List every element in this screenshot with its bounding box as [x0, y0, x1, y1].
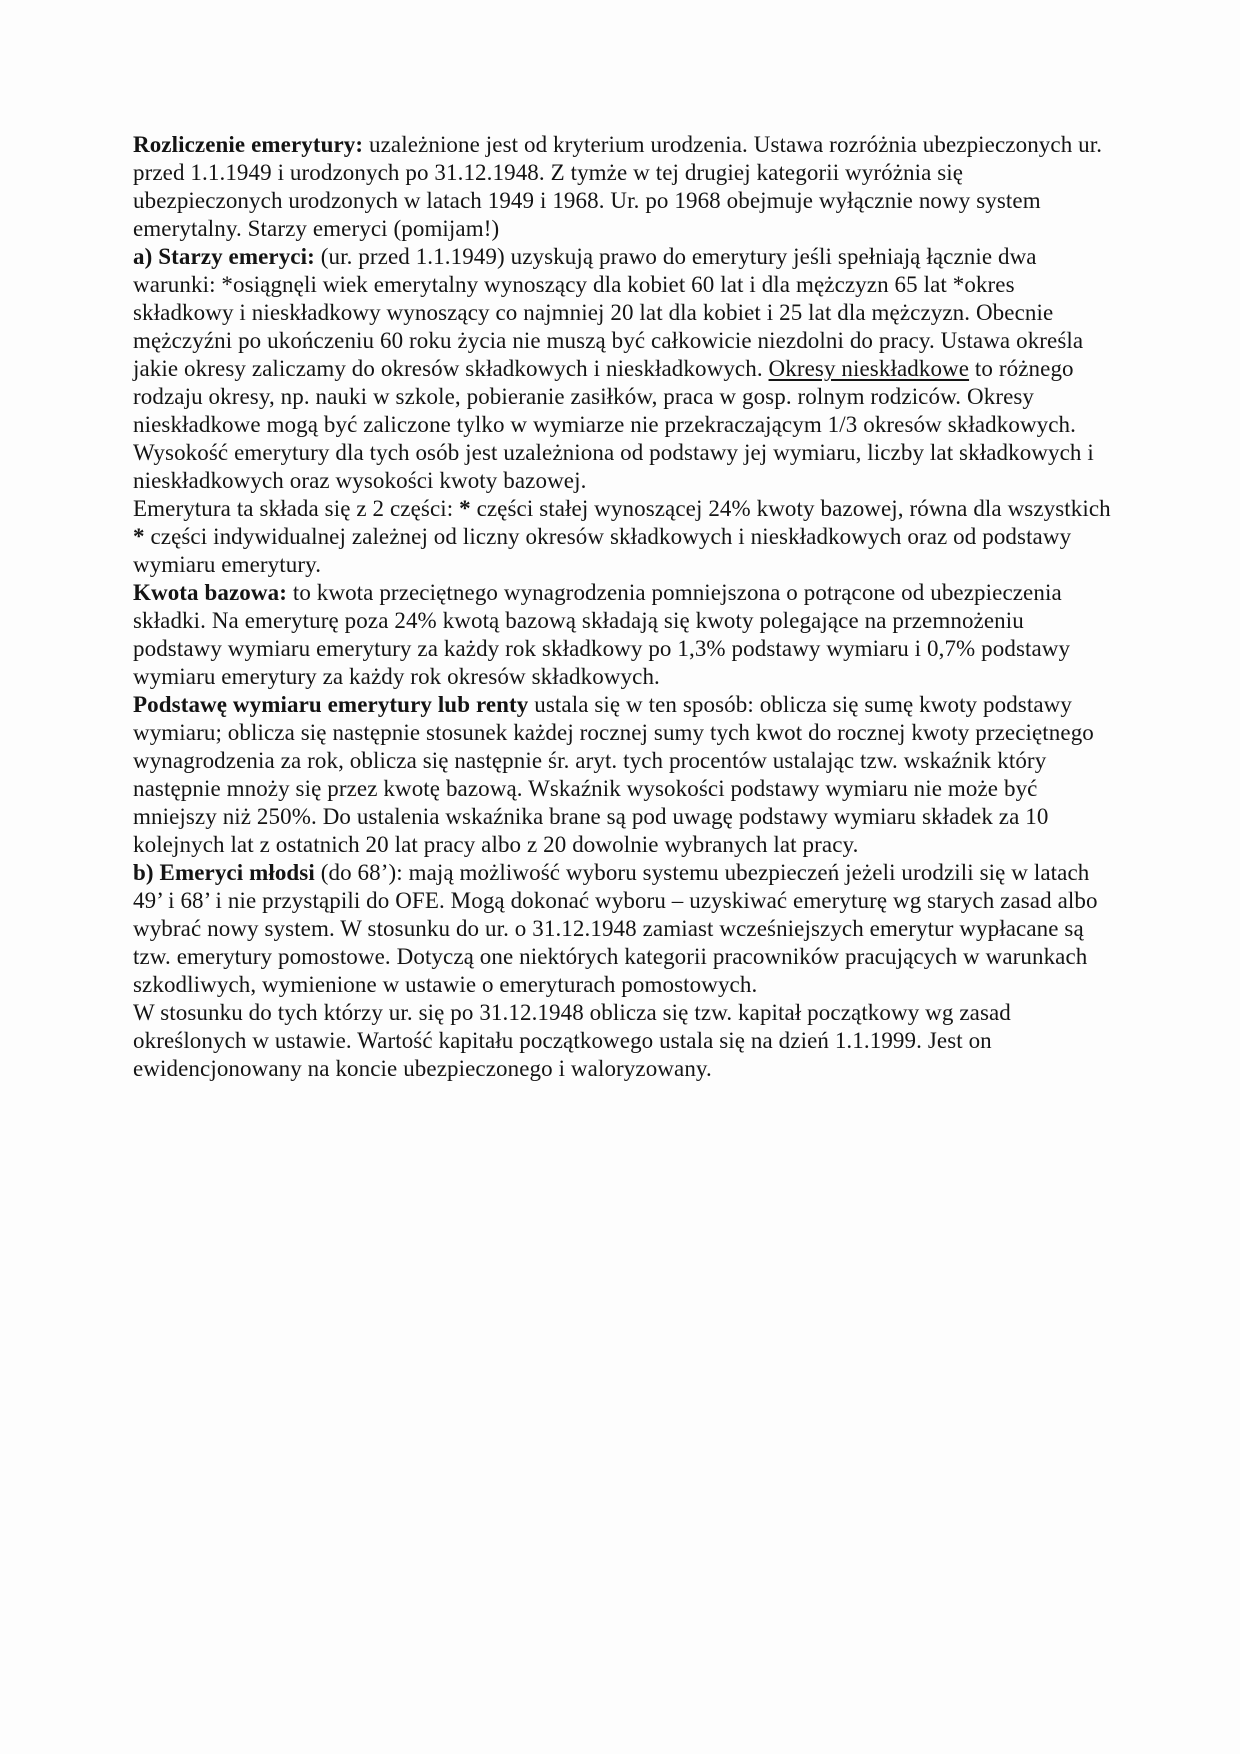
term-emeryci-mlodsi: b) Emeryci młodsi	[133, 860, 315, 885]
text-run: (ur. przed 1.1.1949) uzyskują prawo do emerytury jeśli spełniają łącznie dwa warunki: *osiągnęli wiek emerytalny wynoszący dla kobiet 60 lat i dla mężczyzn 65 lat *okres składkowy i nieskładkowy wynoszący co najmniej 20 lat dla kobiet i 25 lat dla mężczyzn. Obecnie mężczyźni po ukończeniu 60 roku życia nie muszą być całkowicie niezdolni do pracy. Ustawa określa jakie okresy zaliczamy do okresów składkowych i nieskładkowych.	[133, 244, 1084, 381]
text-run: części indywidualnej zależnej od liczny okresów składkowych i nieskładkowych oraz od podstawy wymiaru emerytury.	[133, 524, 1072, 577]
paragraph-emeryci-mlodsi	[133, 859, 1113, 999]
term-podstawa-wymiaru: Podstawę wymiaru emerytury lub renty	[133, 692, 529, 717]
text-run: W stosunku do tych którzy ur. się po 31.12.1948 oblicza się tzw. kapitał początkowy wg zasad określonych w ustawie. Wartość kapitału początkowego ustala się na dzień 1.1.1999. Jest on ewidencjonowany na koncie ubezpieczonego i waloryzowany.	[133, 1000, 1011, 1081]
paragraph-kapital-poczatkowy	[133, 999, 1113, 1083]
paragraph-emerytura-czesci	[133, 495, 1113, 579]
text-run: części stałej wynoszącej 24% kwoty bazowej, równa dla wszystkich	[470, 496, 1111, 521]
paragraph-rozliczenie-emerytury	[133, 131, 1113, 243]
text-run: to kwota przeciętnego wynagrodzenia pomniejszona o potrącone od ubezpieczenia składki. Na emeryturę poza 24% kwotą bazową składają się kwoty polegające na przemnożeniu podstawy wymiaru emerytury za każdy rok składkowy po 1,3% podstawy wymiaru i 0,7% podstawy wymiaru emerytury za każdy rok okresów składkowych.	[133, 580, 1071, 689]
asterisk-marker: *	[133, 524, 145, 549]
underlined-term-okresy-nieskladkowe: Okresy nieskładkowe	[768, 356, 970, 381]
paragraph-podstawa-wymiaru	[133, 691, 1113, 859]
paragraph-kwota-bazowa	[133, 579, 1113, 691]
term-kwota-bazowa: Kwota bazowa:	[133, 580, 287, 605]
text-run: (do 68’): mają możliwość wyboru systemu ubezpieczeń jeżeli urodzili się w latach 49’ i 68’ i nie przystąpili do OFE. Mogą dokonać wyboru – uzyskiwać emeryturę wg starych zasad albo wybrać nowy system. W stosunku do ur. o 31.12.1948 zamiast wcześniejszych emerytur wypłacane są tzw. emerytury pomostowe. Dotyczą one niektórych kategorii pracowników pracujących w warunkach szkodliwych, wymienione w ustawie o emeryturach pomostowych.	[133, 860, 1098, 997]
text-run: ustala się w ten sposób: oblicza się sumę kwoty podstawy wymiaru; oblicza się następnie stosunek każdej rocznej sumy tych kwot do rocznej kwoty przeciętnego wynagrodzenia za rok, oblicza się następnie śr. aryt. tych procentów ustalając tzw. wskaźnik który następnie mnoży się przez kwotę bazową. Wskaźnik wysokości podstawy wymiaru nie może być mniejszy niż 250%. Do ustalenia wskaźnika brane są pod uwagę podstawy wymiaru składek za 10 kolejnych lat z ostatnich 20 lat pracy albo z 20 dowolnie wybranych lat pracy.	[133, 692, 1094, 857]
text-run: to różnego rodzaju okresy, np. nauki w szkole, pobieranie zasiłków, praca w gosp. rolnym rodziców. Okresy nieskładkowe mogą być zaliczone tylko w wymiarze nie przekraczającym 1/3 okresów składkowych. Wysokość emerytury dla tych osób jest uzależniona od podstawy jej wymiaru, liczby lat składkowych i nieskładkowych oraz wysokości kwoty bazowej.	[133, 356, 1094, 493]
asterisk-marker: *	[459, 496, 471, 521]
text-run: Emerytura ta składa się z 2 części:	[133, 496, 460, 521]
term-rozliczenie-emerytury: Rozliczenie emerytury:	[133, 132, 364, 157]
document-text	[133, 131, 1113, 1083]
term-starzy-emeryci: a) Starzy emeryci:	[133, 244, 315, 269]
paragraph-starzy-emeryci	[133, 243, 1113, 495]
text-run: uzależnione jest od kryterium urodzenia. Ustawa rozróżnia ubezpieczonych ur. przed 1.1.1949 i urodzonych po 31.12.1948. Z tymże w tej drugiej kategorii wyróżnia się ubezpieczonych urodzonych w latach 1949 i 1968. Ur. po 1968 obejmuje wyłącznie nowy system emerytalny. Starzy emeryci (pomijam!)	[133, 132, 1103, 241]
